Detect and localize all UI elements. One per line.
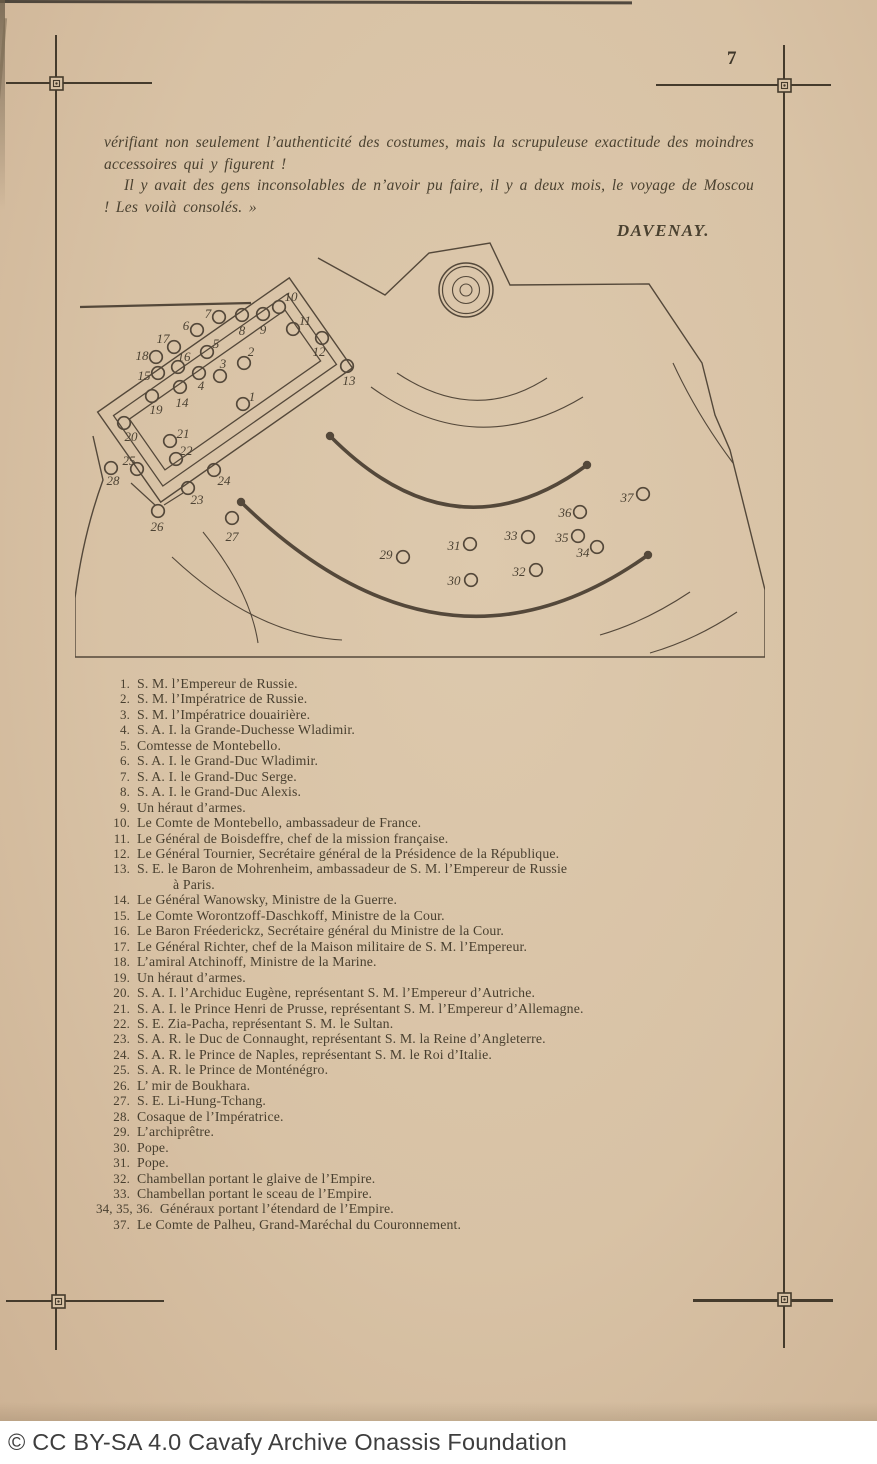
legend-item-number: 2. [119,691,130,707]
legend-item [96,954,764,969]
diagram-marker-34 [591,541,604,554]
diagram-marker-11 [287,323,300,336]
legend-item-number: 20. [113,985,130,1001]
diagram-marker-35 [572,530,585,543]
diagram-marker-label-21: 21 [176,426,190,441]
legend-item-number: 7. [119,768,130,784]
legend-item [96,800,764,815]
footer-strip [0,1421,877,1464]
diagram-marker-label-23: 23 [190,492,204,507]
diagram-marker-37 [637,488,650,501]
diagram-marker-label-24: 24 [217,473,231,488]
diagram-marker-3 [214,370,227,383]
legend-item [96,846,764,861]
diagram-marker-label-20: 20 [124,429,138,444]
diagram-marker-6 [191,324,204,337]
diagram-marker-label-14: 14 [175,395,189,410]
legend-item-number: 28. [113,1108,130,1124]
page-number: 7 [727,48,738,69]
legend-item [96,676,764,691]
diagram-marker-label-33: 33 [504,528,518,543]
diagram-marker-29 [397,551,410,564]
diagram-marker-label-37: 37 [620,490,634,505]
legend-item-number: 1. [119,676,130,691]
diagram-marker-label-17: 17 [156,331,170,346]
legend-item-number: 23. [113,1031,130,1047]
legend-item [96,985,764,1000]
diagram-marker-label-13: 13 [342,373,356,388]
legend-item-text: Le Général Wanowsky, Ministre de la Guerre. [137,892,398,908]
legend-item-text: Un héraut d’armes. [137,969,246,985]
legend-item-number: 25. [113,1062,130,1078]
legend-item [96,1140,764,1155]
legend-item-number: 6. [119,753,130,769]
diagram-marker-label-7: 7 [204,306,212,321]
legend-item-text: Chambellan portant le sceau de l’Empire. [137,1185,373,1201]
diagram-marker-label-26: 26 [150,519,164,534]
bottom-right-corner-rule [693,1299,833,1302]
legend-item-text: à Paris. [173,876,215,892]
legend-item [96,815,764,830]
author-signature: DAVENAY. [616,221,710,240]
diagram-marker-label-12: 12 [312,344,326,359]
legend-item-text: S. E. Li-Hung-Tchang. [137,1093,267,1109]
legend-item [96,1124,764,1139]
legend-item-text: Généraux portant l’étendard de l’Empire. [159,1201,394,1217]
legend-item-text: Pope. [137,1155,169,1171]
legend-item-text: Chambellan portant le glaive de l’Empire. [137,1170,376,1186]
seating-plan-diagram [75,240,765,665]
legend-item [96,1217,764,1232]
legend-item-number: 4. [119,722,130,738]
diagram-marker-label-2: 2 [247,344,255,359]
diagram-connector-lines [131,483,183,505]
diagram-marker-label-16: 16 [177,349,191,364]
legend-item-text: Le Général de Boisdeffre, chef de la mission française. [137,830,449,846]
legend-item-number: 13. [113,861,130,877]
legend-item [96,831,764,846]
legend-item [96,939,764,954]
diagram-marker-label-11: 11 [298,313,312,328]
legend-item-number: 22. [113,1015,130,1031]
diagram-marker-label-18: 18 [135,348,149,363]
diagram-marker-label-30: 30 [447,573,461,588]
diagram-marker-1 [237,398,250,411]
legend-item-number: 11. [113,830,130,846]
diagram-rotunda [439,263,493,317]
legend-item [96,738,764,753]
legend-item-number: 18. [113,954,130,970]
legend-item-text: S. A. R. le Prince de Naples, représentant S. M. le Roi d’Italie. [137,1046,492,1062]
diagram-barrier-arcs [237,432,652,616]
legend-item-text: Comtesse de Montebello. [137,737,282,753]
legend-item-text: Le Baron Fréederickz, Secrétaire général du Ministre de la Cour. [137,923,505,939]
diagram-marker-label-10: 10 [284,289,298,304]
legend-item [96,1078,764,1093]
diagram-marker-10 [273,301,286,314]
diagram-marker-36 [574,506,587,519]
diagram-dais-steps [98,278,353,502]
bottom-left-corner-rule [6,1300,164,1302]
diagram-marker-label-4: 4 [197,378,205,393]
diagram-marker-30 [465,574,478,587]
legend-item-text: S. M. l’Impératrice douairière. [137,706,311,722]
legend-item-number: 32. [113,1170,130,1186]
diagram-marker-label-25: 25 [122,453,136,468]
legend-item-text: Le Général Tournier, Secrétaire général de la Présidence de la République. [137,845,560,861]
intro-paragraph-1: vérifiant non seulement l’authenticité des costumes, mais la scrupuleuse exactitude des moindres accessoires qui y figurent ! [104,134,754,173]
legend-item-number: 37. [113,1216,130,1232]
legend-item-text: Le Comte Worontzoff-Daschkoff, Ministre de la Cour. [137,907,445,923]
legend-item-number: 24. [113,1046,130,1062]
legend-item [96,1031,764,1046]
legend-item-number: 19. [113,969,130,985]
diagram-marker-19 [146,390,159,403]
scan-top-edge-shadow [0,0,632,4]
copyright-text: © CC BY-SA 4.0 Cavafy Archive Onassis Foundation [8,1429,567,1455]
legend-item [96,1155,764,1170]
legend-item-text: L’amiral Atchinoff, Ministre de la Marine. [137,954,377,970]
legend-item [96,1093,764,1108]
right-border-rule [783,45,785,1348]
legend-item-text: Le Comte de Palheu, Grand-Maréchal du Couronnement. [137,1216,462,1232]
diagram-marker-33 [522,531,535,544]
legend-item-number: 33. [113,1185,130,1201]
corner-rosette-icon [50,1293,67,1310]
legend-item-text: S. A. I. la Grande-Duchesse Wladimir. [137,722,355,738]
legend-item-text: L’archiprêtre. [137,1124,215,1140]
legend-item [96,784,764,799]
diagram-marker-31 [464,538,477,551]
intro-text-block [104,132,754,242]
legend-item [96,970,764,985]
legend-item-text: Pope. [137,1139,169,1155]
legend-item [96,722,764,737]
top-right-corner-rule [656,84,831,86]
legend-item-continuation [96,877,764,892]
legend-item [96,908,764,923]
diagram-marker-label-15: 15 [137,368,151,383]
legend-item-number: 14. [113,892,130,908]
diagram-marker-label-5: 5 [212,336,220,351]
diagram-marker-label-22: 22 [179,443,193,458]
legend-item [96,1047,764,1062]
legend-item [96,769,764,784]
legend-item-number: 21. [113,1000,130,1016]
diagram-marker-label-19: 19 [149,402,163,417]
legend-item-text: L’ mir de Boukhara. [137,1077,251,1093]
legend-item-number: 30. [113,1139,130,1155]
diagram-marker-label-8: 8 [238,323,246,338]
legend-item [96,1201,764,1216]
diagram-marker-label-9: 9 [259,322,267,337]
diagram-marker-label-29: 29 [379,547,393,562]
legend-item-number: 17. [113,938,130,954]
legend-item-text: S. A. I. le Grand-Duc Serge. [137,768,297,784]
legend-item-number: 9. [119,799,130,815]
diagram-marker-label-36: 36 [558,505,572,520]
legend-item-text: S. A. I. le Grand-Duc Alexis. [137,784,302,800]
diagram-marker-17 [168,341,181,354]
diagram-marker-7 [213,311,226,324]
legend-item-number: 29. [113,1124,130,1140]
legend-item-text: Cosaque de l’Impératrice. [137,1108,284,1124]
diagram-marker-label-31: 31 [447,538,461,553]
legend-item [96,691,764,706]
diagram-marker-label-32: 32 [512,564,526,579]
legend-item [96,892,764,907]
diagram-marker-21 [164,435,177,448]
diagram-markers [105,289,650,588]
diagram-marker-5 [201,346,214,359]
legend-item-number: 16. [113,923,130,939]
legend-item [96,923,764,938]
legend-item-number: 31. [113,1155,130,1171]
legend-item-text: S. A. I. le Prince Henri de Prusse, représentant S. M. l’Empereur d’Allemagne. [137,1000,584,1016]
legend-item-number: 27. [113,1093,130,1109]
legend-item-number: 12. [113,845,130,861]
legend-item-number: 5. [119,737,130,753]
legend-item-number: 8. [119,784,130,800]
legend-item [96,1186,764,1201]
legend-item [96,1171,764,1186]
legend-item [96,1001,764,1016]
legend-item [96,861,764,876]
diagram-wall-line [80,303,251,307]
diagram-marker-label-35: 35 [555,530,569,545]
diagram-marker-18 [150,351,163,364]
legend-item-number: 34, 35, 36. [96,1201,153,1217]
legend-item-text: S. M. l’Impératrice de Russie. [137,691,308,707]
legend-item-text: S. A. I. l’Archiduc Eugène, représentant S. M. l’Empereur d’Autriche. [137,985,536,1001]
left-border-rule [55,35,57,1350]
legend-item-text: Le Comte de Montebello, ambassadeur de France. [137,815,422,831]
legend-item [96,1109,764,1124]
diagram-marker-label-1: 1 [248,389,256,404]
diagram-thin-arcs [172,363,737,653]
diagram-marker-label-3: 3 [219,356,227,371]
legend-item-text: S. E. Zia-Pacha, représentant S. M. le Sultan. [137,1015,394,1031]
diagram-marker-32 [530,564,543,577]
top-left-corner-rule [6,82,152,84]
legend-item-number: 10. [113,815,130,831]
legend-item-text: S. E. le Baron de Mohrenheim, ambassadeur de S. M. l’Empereur de Russie [137,861,568,877]
legend-item-text: S. A. R. le Duc de Connaught, représentant S. M. la Reine d’Angleterre. [137,1031,546,1047]
legend-item-number: 26. [113,1077,130,1093]
legend-item [96,753,764,768]
corner-rosette-icon [776,77,793,94]
diagram-marker-27 [226,512,239,525]
legend-list [96,676,764,1232]
legend-item-number: 3. [119,706,130,722]
legend-item-text: Un héraut d’armes. [137,799,246,815]
legend-item-text: S. A. R. le Prince de Monténégro. [137,1062,329,1078]
legend-item-text: Le Général Richter, chef de la Maison militaire de S. M. l’Empereur. [137,938,528,954]
legend-item-text: S. M. l’Empereur de Russie. [137,676,298,691]
diagram-marker-20 [118,417,131,430]
diagram-marker-label-28: 28 [106,473,120,488]
intro-paragraph-2: Il y avait des gens inconsolables de n’avoir pu faire, il y a deux mois, le voyage de Moscou ! Les voilà consolés. » [104,177,754,216]
diagram-marker-label-34: 34 [576,545,590,560]
legend-item-text: S. A. I. le Grand-Duc Wladimir. [137,753,319,769]
diagram-marker-label-27: 27 [225,529,239,544]
diagram-marker-26 [152,505,165,518]
diagram-marker-label-6: 6 [182,318,190,333]
legend-item [96,707,764,722]
legend-item-number: 15. [113,907,130,923]
corner-rosette-icon [776,1291,793,1308]
legend-item [96,1062,764,1077]
legend-item [96,1016,764,1031]
scan-bottom-shadow [0,1402,877,1422]
corner-rosette-icon [48,75,65,92]
